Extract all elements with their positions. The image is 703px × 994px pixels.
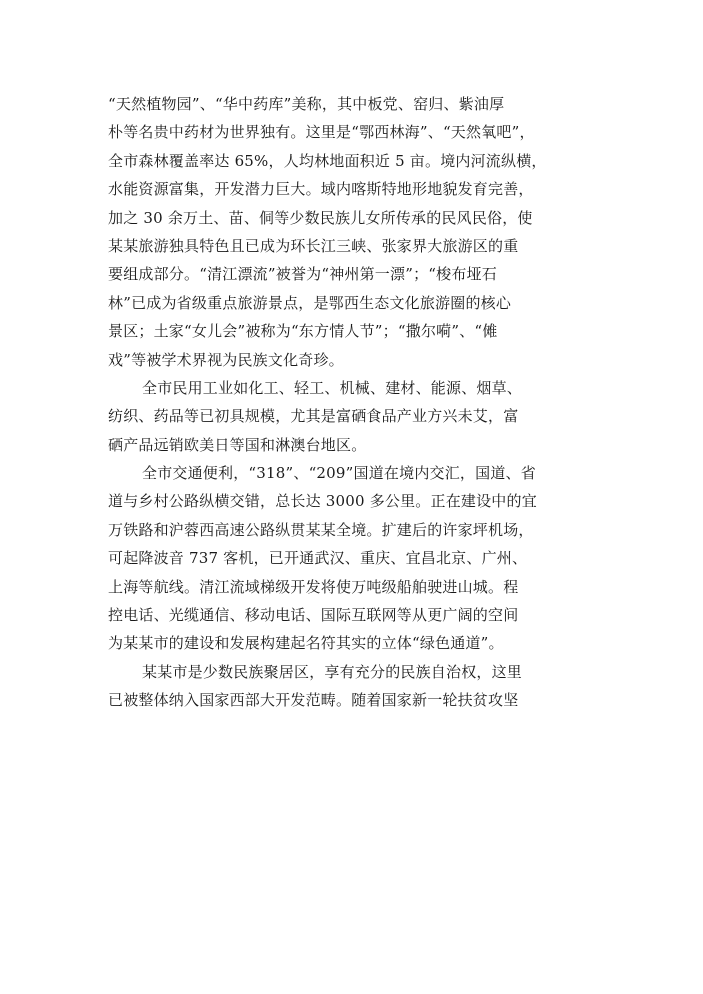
text-line: 纺织、药品等已初具规模，尤其是富硒食品产业方兴未艾，富 <box>108 407 519 426</box>
text-line: 全市森林覆盖率达 65%，人均林地面积近 5 亩。境内河流纵横， <box>108 151 547 170</box>
document-body <box>108 90 598 715</box>
text-line: 硒产品远销欧美日等国和淋澳台地区。 <box>108 435 367 454</box>
text-line: 已被整体纳入国家西部大开发范畴。随着国家新一轮扶贫攻坚 <box>108 691 519 710</box>
text-line: 戏”等被学术界视为民族文化奇珍。 <box>108 350 344 369</box>
text-line: 为某某市的建设和发展构建起名符其实的立体“绿色通道”。 <box>108 634 504 653</box>
text-line: 某某旅游独具特色且已成为环长江三峡、张家界大旅游区的重 <box>108 236 519 255</box>
text-line: “天然植物园”、“华中药库”美称，其中板党、窑归、紫油厚 <box>108 95 505 113</box>
text-line: 全市民用工业如化工、轻工、机械、建材、能源、烟草、 <box>142 378 523 397</box>
text-line: 景区；土家“女儿会”被称为“东方情人节”；“撒尔嗬”、“傩 <box>108 322 498 341</box>
text-line: 要组成部分。“清江漂流”被誉为“神州第一漂”；“梭布垭石 <box>108 265 497 284</box>
text-line: 朴等名贵中药材为世界独有。这里是“鄂西林海”、“天然氧吧”， <box>108 123 535 142</box>
text-line: 控电话、光缆通信、移动电话、国际互联网等从更广阔的空间 <box>108 606 519 625</box>
text-line: 水能资源富集，开发潜力巨大。域内喀斯特地形地貌发育完善， <box>108 180 534 199</box>
paragraph-4 <box>108 658 598 715</box>
text-line: 某某市是少数民族聚居区，享有充分的民族自治权，这里 <box>142 662 523 681</box>
paragraph-2 <box>108 374 598 459</box>
text-line: 上海等航线。清江流域梯级开发将使万吨级船舶驶进山城。程 <box>108 577 519 596</box>
paragraph-1 <box>108 90 598 374</box>
text-line: 道与乡村公路纵横交错，总长达 3000 多公里。正在建设中的宜 <box>108 492 537 511</box>
text-line: 全市交通便利，“318”、“209”国道在境内交汇，国道、省 <box>142 464 536 483</box>
text-line: 万铁路和沪蓉西高速公路纵贯某某全境。扩建后的许家坪机场， <box>108 520 534 539</box>
paragraph-3 <box>108 459 598 658</box>
text-line: 可起降波音 737 客机，已开通武汉、重庆、宜昌北京、广州、 <box>108 549 528 568</box>
text-line: 林”已成为省级重点旅游景点，是鄂西生态文化旅游圈的核心 <box>108 293 512 312</box>
text-line: 加之 30 余万土、苗、侗等少数民族儿女所传承的民风民俗，使 <box>108 208 533 227</box>
